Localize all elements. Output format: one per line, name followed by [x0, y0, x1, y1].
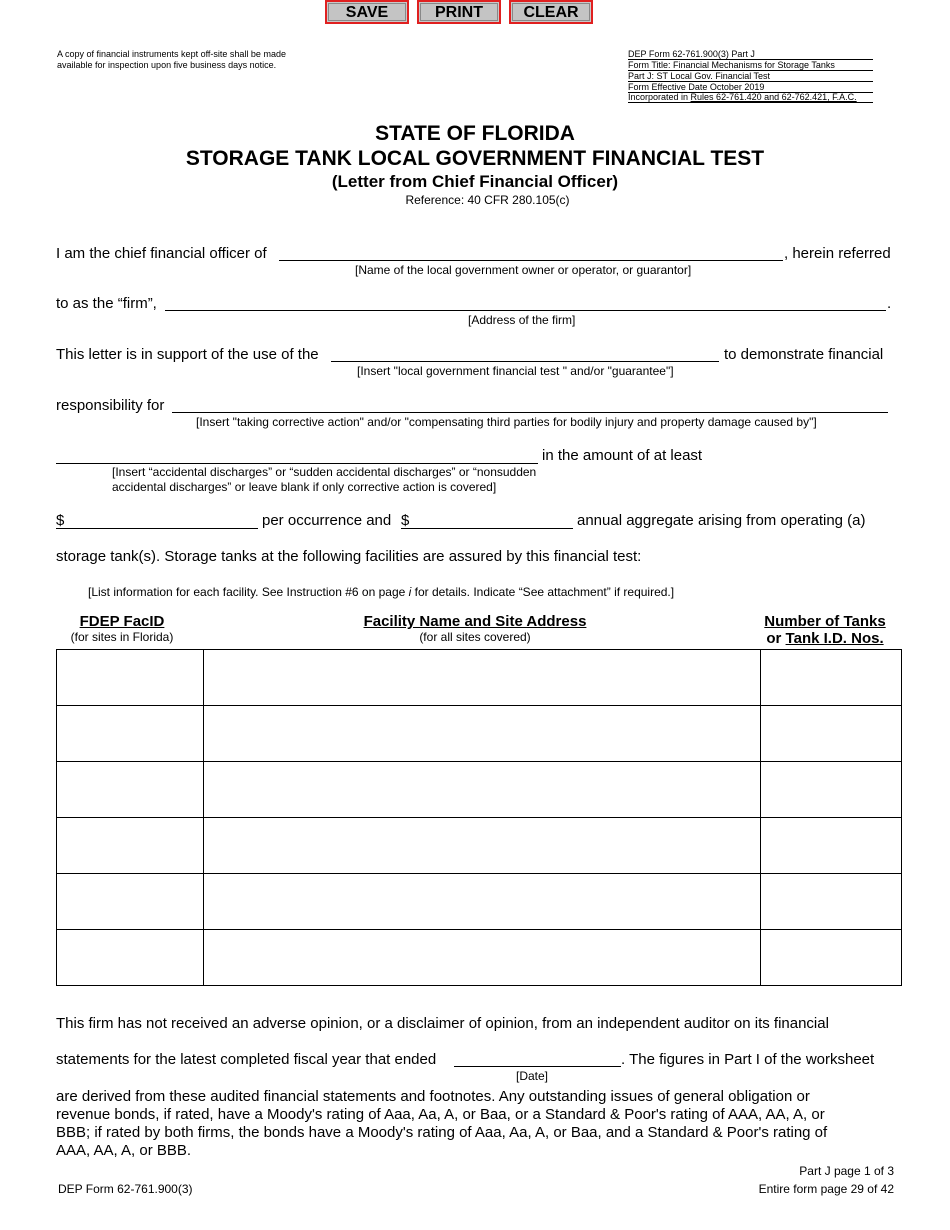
footer-part-page: Part J page 1 of 3: [799, 1164, 894, 1178]
table-row: [57, 706, 902, 762]
save-button[interactable]: [325, 0, 409, 24]
closing-line-4: revenue bonds, if rated, have a Moody's rating of Aaa, Aa, A, or Baa, or a Standard & Poor's rating of AAA, AA, A, or: [56, 1106, 825, 1123]
col-tanks-title-line-1: Number of Tanks: [764, 613, 886, 630]
facility-cell[interactable]: [203, 706, 760, 762]
tanks-cell[interactable]: [761, 874, 902, 930]
form-title: Form Title: Financial Mechanisms for Storage Tanks: [628, 60, 873, 71]
facid-cell[interactable]: [57, 706, 204, 762]
notice-line-2: available for inspection upon five business days notice.: [57, 60, 277, 70]
facilities-statement: storage tank(s). Storage tanks at the following facilities are assured by this financial test:: [56, 548, 642, 565]
save-button-label: SAVE: [328, 3, 406, 21]
table-row: [57, 874, 902, 930]
instruction-post: for details. Indicate “See attachment” if required.]: [411, 585, 675, 599]
effective-date-value: October 2019: [709, 82, 765, 92]
table-row: [57, 818, 902, 874]
support-statement-start: This letter is in support of the use of the: [56, 346, 319, 363]
col-tanks-title-ids: Tank I.D. Nos.: [785, 630, 884, 647]
annual-aggregate-dollar-sign: $: [401, 512, 410, 529]
clear-button[interactable]: [509, 0, 593, 24]
notice-line-1: A copy of financial instruments kept off-site shall be made: [57, 49, 286, 59]
incorporated-rules: Rules 62-761.420 and 62-762.421, F.A.C.: [690, 92, 857, 102]
table-row: [57, 930, 902, 986]
facility-cell[interactable]: [203, 762, 760, 818]
col-tanks-header: [740, 613, 910, 647]
facid-cell[interactable]: [57, 650, 204, 706]
facility-cell[interactable]: [203, 930, 760, 986]
tanks-cell[interactable]: [761, 818, 902, 874]
incorporated-label: Incorporated in: [628, 92, 691, 102]
per-occurrence-dollar-sign: $: [56, 512, 65, 529]
closing-line-1: This firm has not received an adverse opinion, or a disclaimer of opinion, from an independent auditor on its financial: [56, 1015, 829, 1032]
instruction-page: i: [408, 585, 412, 599]
cfo-statement-start: I am the chief financial officer of: [56, 245, 267, 262]
firm-address-field[interactable]: [165, 310, 886, 311]
firm-statement-start: to as the “firm”,: [56, 295, 157, 312]
per-occurrence-amount-field[interactable]: [56, 528, 258, 529]
facility-cell[interactable]: [203, 818, 760, 874]
title-main: STORAGE TANK LOCAL GOVERNMENT FINANCIAL TEST: [185, 147, 765, 170]
form-number: DEP Form 62-761.900(3) Part J: [628, 49, 873, 60]
per-occurrence-label: per occurrence and: [262, 512, 392, 529]
facility-cell[interactable]: [203, 874, 760, 930]
footer-entire-page: Entire form page 29 of 42: [758, 1182, 894, 1196]
offsite-notice: [57, 49, 286, 71]
date-hint: [Date]: [516, 1069, 549, 1083]
cfo-statement-end: , herein referred: [784, 245, 891, 262]
mechanism-type-hint: [Insert "local government financial test " and/or "guarantee"]: [357, 364, 674, 378]
closing-line-3: are derived from these audited financial statements and footnotes. Any outstanding issues of general obligation or: [56, 1088, 810, 1105]
title-state: STATE OF FLORIDA: [375, 122, 575, 145]
tanks-cell[interactable]: [761, 762, 902, 818]
instruction-pre: [List information for each facility. See Instruction #6 on page: [88, 585, 409, 599]
annual-aggregate-label: annual aggregate arising from operating (a): [577, 512, 866, 529]
local-government-name-field[interactable]: [279, 260, 783, 261]
print-button[interactable]: [417, 0, 501, 24]
amount-statement: in the amount of at least: [542, 447, 703, 464]
annual-aggregate-amount-field[interactable]: [401, 528, 573, 529]
table-row: [57, 762, 902, 818]
mechanism-type-field[interactable]: [331, 361, 719, 362]
clear-button-label: CLEAR: [512, 3, 590, 21]
discharge-type-hint-line-1: [Insert “accidental discharges” or “sudden accidental discharges” or “nonsudden: [112, 465, 537, 479]
col-facility-subtitle: (for all sites covered): [419, 630, 531, 644]
facility-table: [56, 649, 902, 986]
facid-cell[interactable]: [57, 818, 204, 874]
print-button-label: PRINT: [420, 3, 498, 21]
title-reference: Reference: 40 CFR 280.105(c): [405, 193, 570, 207]
local-government-name-hint: [Name of the local government owner or operator, or guarantor]: [355, 263, 692, 277]
facid-cell[interactable]: [57, 930, 204, 986]
col-tanks-title-or: or: [766, 630, 786, 647]
closing-line-6: AAA, AA, A, or BBB.: [56, 1142, 192, 1159]
tanks-cell[interactable]: [761, 930, 902, 986]
facility-instruction: [88, 585, 674, 599]
closing-line-2-end: . The figures in Part I of the worksheet: [621, 1051, 875, 1068]
responsibility-label: responsibility for: [56, 397, 165, 414]
col-facid-header: [56, 613, 188, 644]
firm-address-hint: [Address of the firm]: [468, 313, 576, 327]
form-incorporated: [628, 92, 873, 103]
closing-line-5: BBB; if rated by both firms, the bonds have a Moody's rating of Aaa, Aa, A, or Baa, and a Standard & Poor's rating of: [56, 1124, 828, 1141]
footer-form-number: DEP Form 62-761.900(3): [58, 1182, 193, 1196]
title-sub: (Letter from Chief Financial Officer): [331, 172, 619, 191]
coverage-type-field[interactable]: [172, 412, 888, 413]
facid-cell[interactable]: [57, 762, 204, 818]
closing-line-2-start: statements for the latest completed fiscal year that ended: [56, 1051, 437, 1068]
col-tanks-title-line-2: [740, 630, 910, 647]
coverage-type-hint: [Insert "taking corrective action" and/or "compensating third parties for bodily injury and property damage caused by"]: [196, 415, 817, 429]
tanks-cell[interactable]: [761, 706, 902, 762]
tanks-cell[interactable]: [761, 650, 902, 706]
form-part: Part J: ST Local Gov. Financial Test: [628, 71, 873, 82]
facid-cell[interactable]: [57, 874, 204, 930]
facility-cell[interactable]: [203, 650, 760, 706]
col-facility-title: Facility Name and Site Address: [363, 613, 587, 630]
col-facid-subtitle: (for sites in Florida): [70, 630, 174, 644]
col-facility-header: [300, 613, 650, 644]
table-row: [57, 650, 902, 706]
effective-label: Form Effective Date: [628, 82, 710, 92]
col-facid-title: FDEP FacID: [79, 613, 165, 630]
fiscal-year-end-date-field[interactable]: [454, 1066, 621, 1067]
support-statement-end: to demonstrate financial: [724, 346, 884, 363]
firm-statement-end: .: [887, 295, 892, 312]
discharge-type-hint-line-2: accidental discharges” or leave blank if only corrective action is covered]: [112, 480, 497, 494]
discharge-type-field[interactable]: [56, 463, 538, 464]
